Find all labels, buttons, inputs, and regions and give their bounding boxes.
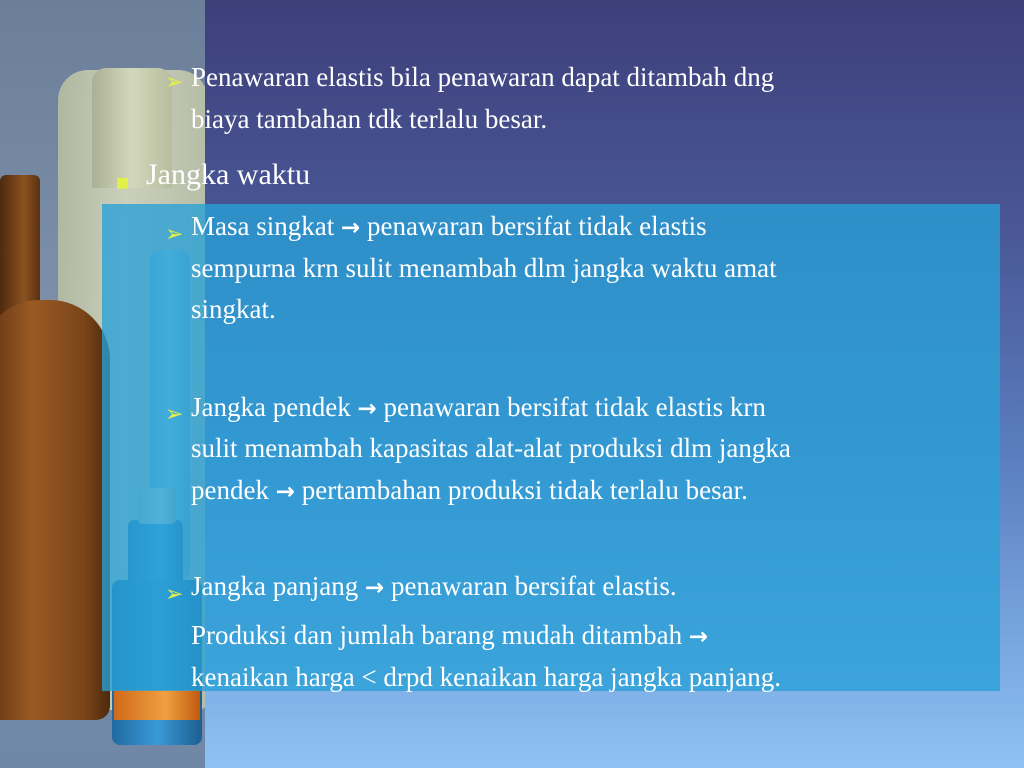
point4-line2: Produksi dan jumlah barang mudah ditambah → <box>191 620 709 650</box>
section-heading: Jangka waktu <box>146 158 311 191</box>
point2-line2: sempurna krn sulit menambah dlm jangka waktu amat <box>191 253 777 283</box>
right-arrow-icon: → <box>275 479 295 505</box>
point4-line1: Jangka panjang → penawaran bersifat elastis. <box>191 571 677 601</box>
right-arrow-icon: → <box>688 624 709 650</box>
arrow-bullet-icon: ➢ <box>165 402 184 427</box>
square-bullet-icon: ■ <box>116 175 130 191</box>
point2-line3: singkat. <box>191 294 276 324</box>
point1-line2: biaya tambahan tdk terlalu besar. <box>191 104 548 134</box>
right-arrow-icon: → <box>364 575 385 601</box>
point1-line1: Penawaran elastis bila penawaran dapat ditambah dng <box>191 62 775 92</box>
point3-line3: pendek → pertambahan produksi tidak terlalu besar. <box>191 475 748 505</box>
right-arrow-icon: → <box>340 215 361 241</box>
point4-line3: kenaikan harga < drpd kenaikan harga jangka panjang. <box>191 662 782 692</box>
point3-line1: Jangka pendek → penawaran bersifat tidak elastis krn <box>191 392 766 422</box>
arrow-bullet-icon: ➢ <box>165 222 184 247</box>
point2-line1: Masa singkat → penawaran bersifat tidak elastis <box>191 211 707 241</box>
point3-line2: sulit menambah kapasitas alat-alat produksi dlm jangka <box>191 433 791 463</box>
right-arrow-icon: → <box>357 396 377 422</box>
arrow-bullet-icon: ➢ <box>165 582 184 607</box>
arrow-bullet-icon: ➢ <box>165 70 184 95</box>
